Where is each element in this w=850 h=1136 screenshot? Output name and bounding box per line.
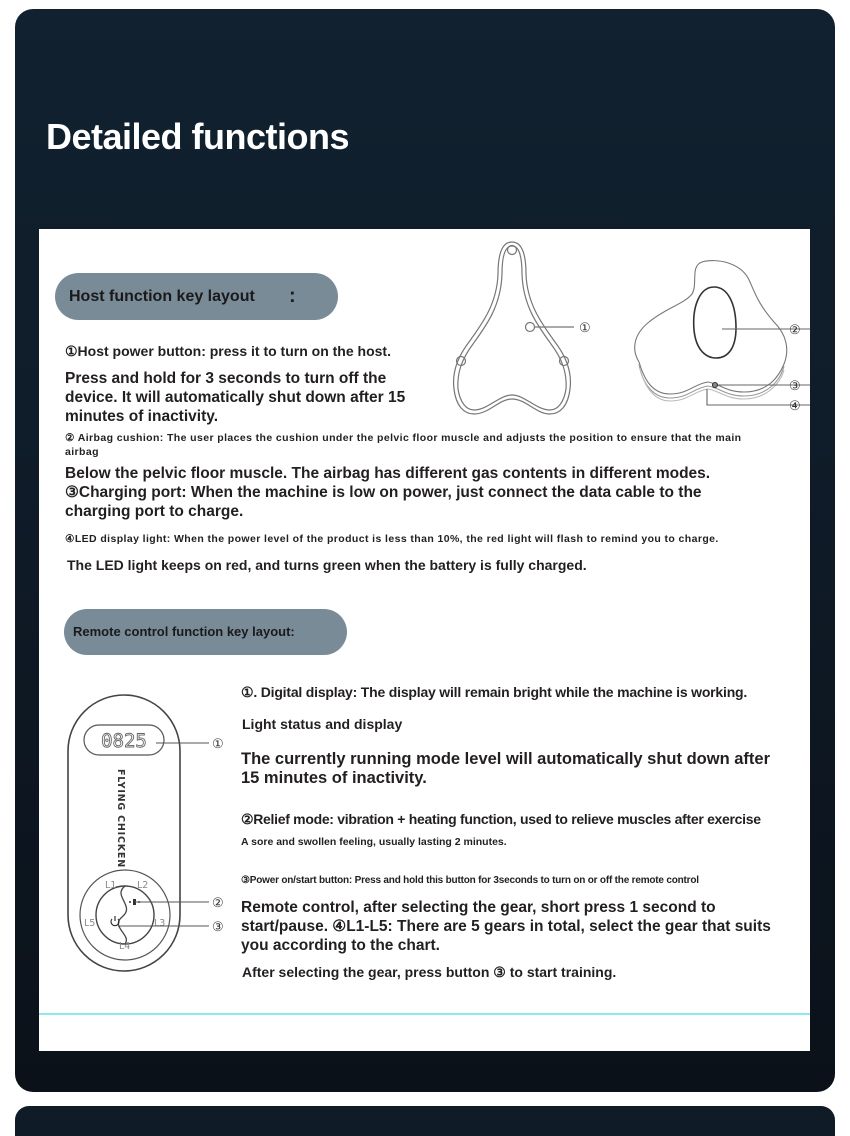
power-start-detail: Remote control, after selecting the gear, short press 1 second to start/pause. ④L1-L5: There are 5 gears in total, select the gear that suits you according to the chart. bbox=[241, 899, 771, 954]
divider-line bbox=[39, 1013, 810, 1015]
host-label-3: ③ bbox=[789, 379, 801, 394]
led-display-line: ④LED display light: When the power level of the product is less than 10%, the red light will flash to remind you to charge. bbox=[65, 533, 719, 545]
relief-mode-line: ②Relief mode: vibration + heating function, used to relieve muscles after exercise bbox=[241, 811, 761, 827]
airbag-cushion-detail: Below the pelvic floor muscle. The airbag has different gas contents in different modes. ③Charging port: When the machine is low on power, just connect the data cable to the charging port to charge. bbox=[65, 465, 711, 520]
relief-mode-detail: A sore and swollen feeling, usually lasting 2 minutes. bbox=[241, 836, 507, 848]
gear-label-l4: L4 bbox=[119, 941, 131, 952]
host-heading-colon: : bbox=[289, 285, 296, 307]
remote-control-diagram bbox=[64, 691, 244, 976]
host-section-heading bbox=[55, 273, 338, 320]
power-icon bbox=[111, 916, 119, 926]
remote-display-digits: 0825 bbox=[101, 730, 147, 752]
airbag-cushion-line: ② Airbag cushion: The user places the cushion under the pelvic floor muscle and adjusts the position to ensure that the main airbag bbox=[65, 432, 742, 458]
host-back-view bbox=[454, 242, 574, 414]
content-panel bbox=[39, 229, 810, 1051]
digital-display-line: ①. Digital display: The display will remain bright while the machine is working. bbox=[241, 684, 748, 700]
host-heading-text: Host function key layout bbox=[69, 288, 255, 305]
start-training-text: After selecting the gear, press button ③ to start training. bbox=[242, 964, 617, 980]
host-label-1: ① bbox=[579, 321, 591, 336]
remote-label-3: ③ bbox=[212, 920, 224, 935]
page-title: Detailed functions bbox=[46, 116, 350, 157]
host-power-button-line: ①Host power button: press it to turn on the host. bbox=[65, 343, 391, 359]
led-display-detail: The LED light keeps on red, and turns green when the battery is fully charged. bbox=[67, 557, 587, 573]
remote-label-1: ① bbox=[212, 737, 224, 752]
host-power-button-detail: Press and hold for 3 seconds to turn off the device. It will automatically shut down after 15 minutes of inactivity. bbox=[65, 370, 406, 425]
remote-label-2: ② bbox=[212, 896, 224, 911]
power-start-line: ③Power on/start button: Press and hold this button for 3seconds to turn on or off the remote control bbox=[241, 875, 699, 886]
light-status-text: Light status and display bbox=[242, 716, 403, 732]
mode-level-detail: The currently running mode level will automatically shut down after 15 minutes of inactivity. bbox=[241, 750, 771, 787]
gear-label-l5: L5 bbox=[84, 918, 96, 929]
host-device-diagram bbox=[444, 234, 810, 429]
next-section-card bbox=[15, 1106, 835, 1136]
remote-section-heading: Remote control function key layout: bbox=[64, 609, 347, 655]
remote-brand-text: FLYING CHICKEN bbox=[115, 769, 126, 868]
gear-label-l2: L2 bbox=[137, 880, 149, 891]
host-label-4: ④ bbox=[789, 399, 801, 414]
host-label-2: ② bbox=[789, 323, 801, 338]
gear-label-l1: L1 bbox=[105, 880, 117, 891]
gear-label-l3: L3 bbox=[154, 918, 166, 929]
host-side-view bbox=[635, 261, 810, 405]
